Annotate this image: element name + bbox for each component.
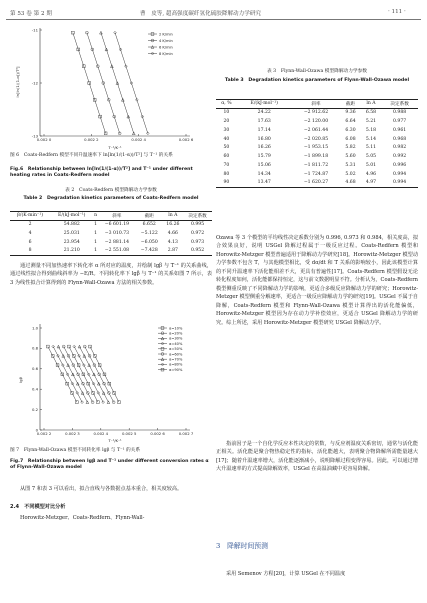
figure-6-caption-cn: 图 6 Coats-Redfern 模型不同升温速率下 ln[ln(1/(1-α))/T²] 与 T⁻¹ 的关系	[10, 153, 173, 158]
legend-label: 2 K/min	[159, 32, 173, 37]
series-line	[73, 33, 106, 134]
table-cell: 4.68	[345, 180, 356, 186]
table-cell: 15.79	[257, 154, 271, 160]
table-row	[216, 143, 418, 152]
table-cell: 0.988	[393, 110, 407, 116]
table-cell: 5.21	[365, 118, 377, 124]
table-cell: 0.972	[191, 230, 205, 236]
table-cell: 16.80	[257, 136, 271, 142]
x-tick-label: 0.002 3	[65, 431, 80, 436]
table-header-cell: 斜率	[311, 101, 321, 107]
header-rule	[6, 19, 421, 20]
series-line	[115, 33, 148, 134]
table-cell: 0.994	[393, 171, 407, 177]
table-cell: 0.992	[393, 154, 407, 160]
table-cell: 5.60	[345, 154, 356, 160]
legend-label: α=80%	[169, 362, 183, 367]
y-tick-label: 0.8	[31, 345, 38, 351]
table-cell: 40	[223, 136, 230, 142]
table-cell: 80	[223, 171, 230, 177]
table-cell: 0.982	[393, 145, 407, 151]
y-tick-label: 0	[35, 427, 38, 433]
table-row	[10, 229, 212, 238]
data-point	[102, 401, 105, 404]
table-header-cell: ln A	[168, 213, 178, 219]
table-cell: 6.64	[345, 118, 356, 124]
table-cell: −2 551.08	[104, 248, 130, 254]
table-header-cell: ln A	[366, 101, 376, 107]
table-row	[216, 126, 418, 135]
table-cell: 9.36	[345, 110, 356, 116]
table-cell: −2 020.85	[303, 136, 329, 142]
table-cell: −6.050	[140, 239, 158, 245]
series-line	[87, 33, 120, 134]
data-point	[112, 401, 115, 404]
table-cell: 0.995	[191, 222, 205, 228]
table-cell: 14.34	[257, 171, 271, 177]
running-header-left: 第 53 卷 第 2 期	[10, 11, 52, 17]
table-cell: 4.13	[167, 239, 178, 245]
table-cell: 20	[223, 118, 230, 124]
table-cell: 6	[28, 239, 32, 245]
section-2-4-heading: 2.4 不同模型对比分析	[10, 504, 66, 510]
right-paragraph-3: 采用 Semenov 方程[20]，计算 USGel 在不同温度	[226, 571, 346, 577]
table-cell: −1 953.15	[303, 145, 329, 151]
table-cell: 6.30	[345, 127, 356, 133]
table-cell: 5.14	[365, 136, 377, 142]
table-header-row	[216, 100, 418, 109]
table-header-cell: n	[94, 213, 98, 219]
table-cell: 25.031	[63, 230, 80, 236]
left-paragraph-1: 通过测量不同加热速率下转化率 α 所对应的温度，并绘制 lgβ 与 T⁻¹ 的关系曲线，通过线性拟合得到曲线斜率为 −E/R。不同转化率下 lgβ 与 T⁻¹ 的关系如图 7 所示，表 3 为线性拟合计算得到的 Flynn-Wall-Ozawa 方法的相关参数。	[10, 263, 212, 286]
section-3-heading: 3 降解时间预测	[216, 542, 268, 550]
table-cell: 0.961	[393, 127, 407, 133]
table-row	[216, 135, 418, 144]
x-tick-label: 0.002 6	[150, 431, 165, 436]
table-cell: 1	[94, 230, 98, 236]
table-cell: 5.01	[365, 162, 377, 168]
x-tick-label: 0.002 6	[178, 137, 194, 142]
running-header-center: 曹 皮等, 超高强度碳纤氢化硫胶降解动力学研究	[140, 11, 262, 17]
table-row	[10, 238, 212, 247]
table-cell: 90	[223, 180, 230, 186]
table-cell: 23.954	[63, 239, 80, 245]
table-2-title-cn: 表 2 Coats-Redfern 模型降解动力学参数	[65, 188, 157, 193]
left-paragraph-2: 从图 7 和表 3 可以看出，拟合直线与各数据点基本重合，相关度较高。	[20, 486, 183, 492]
x-tick-label: 0.002 2	[36, 431, 52, 436]
right-paragraph-2: 指前因子是一个自化学反应本性决定的常数，与反应剂温度关系密切，通常与活化能正相关。活化能是聚合物热稳定性的指标，活化能越大，表明聚合物降解所需能量越大[17]；随着升温速率增大，活化能逐渐减小，说明降解过程变得容易。因此，可以通过增大升温速率的方式提高降解效率，USGel 在高温油藏中更容易降解。	[216, 441, 418, 473]
x-tick-label: 0.002 0	[36, 137, 52, 142]
fig6-xlabel: T⁻¹/K⁻¹	[108, 145, 122, 150]
legend-label: α=20%	[169, 331, 183, 336]
table-3	[216, 99, 418, 188]
table-cell: 5.05	[365, 154, 377, 160]
table-cell: 50	[223, 145, 230, 151]
table-cell: −5.122	[140, 230, 158, 236]
x-tick-label: 0.002 4	[93, 431, 109, 436]
right-paragraph-1: Ozawa 等 3 个模型的平均线性决定系数分别为 0.996, 0.973 和 0.984，相关度高，拟合效果良好，说明 USGel 降解过程属于一级反应过程。Coats-Redfern 模型和 Horowitz-Metzger 模型普遍适用于降解动力学研究[18]。Horowitz-Metzger 模型动力学参数不包含 T，与其他模型相比，受 dα/dt 和 T 关系的影响较小，因此该模型计算的不同升温速率下活化能相差不大，更具有普遍性[17]。Coats-Redfern 模型假设无论转化程度如何，活化能都保持恒定，这与前文数据明显不符。分析认为，Coats-Redfern 模型侧重反映了不同降解动力学的影响，更适合多级反应降解动力学的研究；Horowitz-Metzger 模型侧重分解速率，更适合一级反应降解动力学的研究[19]。USGel 不属于自降解，Coats-Redfern 模型和 Flynn-Wall-Ozawa 模型计算得出的活化能偏低，Horowitz-Metzger 模型因为存在动力学补偿效应，更适合 USGel 降解动力学的研究。综上所述，采用 Horowitz-Metzger 模型研究 USGel 降解动力学。	[216, 235, 418, 326]
table-cell: 5.18	[365, 127, 377, 133]
table-cell: −6 601.19	[104, 222, 130, 228]
table-cell: 8	[28, 248, 32, 254]
x-tick-label: 0.002 7	[178, 431, 194, 436]
table-row	[216, 152, 418, 161]
table-cell: 6.08	[345, 136, 356, 142]
table-row	[10, 220, 212, 229]
table-header-cell: 决定系数	[390, 101, 409, 107]
table-row	[216, 108, 418, 117]
table-header-cell: E/(kJ·mol⁻¹)	[250, 101, 278, 107]
table-header-cell: β/(K·min⁻¹)	[17, 213, 43, 219]
table-cell: −2 120.00	[303, 118, 329, 124]
y-tick-label: -12	[31, 80, 38, 86]
table-cell: −1 620.27	[303, 180, 329, 186]
x-tick-label: 0.002 2	[84, 137, 99, 142]
y-tick-label: 0.2	[31, 406, 38, 412]
left-paragraph-3: Horowitz-Metzger、Coats-Redfern、Flynn-Wall-	[20, 515, 145, 521]
table-header-cell: 斜率	[112, 213, 122, 219]
legend-label: α=70%	[169, 357, 183, 362]
legend-label: α=50%	[169, 347, 183, 352]
y-tick-label: -11	[31, 27, 38, 33]
legend-label: α=30%	[169, 336, 183, 341]
table-2	[10, 211, 212, 256]
data-point	[91, 401, 94, 404]
figure-7-chart	[10, 320, 210, 445]
table-row	[216, 117, 418, 126]
data-point	[75, 401, 78, 404]
table-cell: 4.66	[167, 230, 178, 236]
table-cell: 4	[28, 230, 32, 236]
table-cell: 0.994	[393, 180, 407, 186]
data-point	[132, 132, 135, 135]
data-point	[86, 401, 89, 404]
table-header-cell: 截距	[144, 213, 154, 219]
table-cell: 1	[94, 239, 98, 245]
table-cell: 0.968	[393, 136, 407, 142]
x-tick-label: 0.002 5	[121, 431, 137, 436]
table-header-cell: E/(kJ·mol⁻¹)	[58, 213, 86, 219]
legend-label: α=60%	[169, 352, 183, 357]
table-cell: 70	[223, 162, 230, 168]
data-point	[96, 401, 99, 404]
figure-6-chart	[10, 22, 210, 152]
table-cell: 5.02	[345, 171, 356, 177]
figure-7-caption-en: Fig.7 Relationship between lgβ and T⁻¹ under different conversion rates α of Flynn-Wall-Ozawa model	[10, 459, 209, 471]
table-cell: 10	[223, 110, 230, 116]
table-header-cell: α, %	[221, 101, 232, 107]
x-tick-label: 0.002 4	[131, 137, 146, 142]
table-cell: 1	[94, 222, 98, 228]
table-row	[216, 161, 418, 170]
table-row	[10, 247, 212, 256]
y-tick-label: -13	[31, 133, 38, 139]
data-point	[146, 132, 149, 135]
table-2-title-en: Table 2 Degradation kinetics parameters of Coats-Redfern model	[23, 196, 199, 201]
table-cell: 54.882	[63, 222, 80, 228]
table-header-row	[10, 212, 212, 221]
table-cell: 17.14	[257, 127, 271, 133]
table-row	[216, 170, 418, 179]
table-cell: 1	[94, 248, 98, 254]
table-cell: 16.26	[257, 145, 271, 151]
data-point	[118, 132, 121, 135]
table-3-title-en: Table 3 Degradation kinetics parameters of Flynn-Wall-Ozawa model	[224, 78, 410, 83]
table-header-cell: 决定系数	[188, 213, 207, 219]
table-cell: 60	[223, 154, 230, 160]
table-cell: 0.996	[393, 162, 407, 168]
legend-label: 8 K/min	[159, 51, 173, 56]
table-cell: 17.63	[257, 118, 271, 124]
table-cell: 4.97	[365, 180, 377, 186]
legend-label: 6 K/min	[159, 45, 173, 50]
figure-7-caption-cn: 图 7 Flynn-Wall-Ozawa 模型不同转化率 lgβ 与 T⁻¹ 的关系	[10, 448, 141, 453]
table-cell: −1 899.18	[303, 154, 329, 160]
table-cell: 5.11	[365, 145, 377, 151]
table-cell: 6.652	[142, 222, 156, 228]
table-cell: −2 912.62	[303, 110, 329, 116]
table-cell: −1 811.72	[303, 162, 329, 168]
page-number: · 111 ·	[388, 9, 406, 15]
y-tick-label: 0.4	[31, 386, 38, 392]
table-cell: 5.31	[345, 162, 356, 168]
table-cell: −1 724.87	[303, 171, 329, 177]
legend-label: 4 K/min	[159, 38, 173, 43]
y-tick-label: 0.6	[31, 366, 38, 372]
table-row	[216, 179, 418, 188]
data-point	[118, 401, 121, 404]
table-cell: 0.952	[191, 248, 205, 254]
table-3-title-cn: 表 3 Flynn-Wall-Ozawa 模型降解动力学参数	[267, 69, 367, 74]
table-cell: 4.96	[365, 171, 377, 177]
table-cell: 2.87	[167, 248, 178, 254]
table-cell: 6.58	[365, 110, 377, 116]
fig7-ylabel: lgβ	[18, 377, 23, 383]
table-cell: 5.82	[345, 145, 356, 151]
data-point	[81, 401, 84, 404]
fig6-ylabel: ln[ln(1/(1-α))/T²]	[15, 66, 20, 98]
table-cell: −2 061.44	[303, 127, 329, 133]
table-cell: 16.26	[166, 222, 180, 228]
series-line	[101, 33, 134, 134]
fig7-xlabel: T⁻¹/K⁻¹	[108, 438, 122, 443]
table-cell: −7.428	[140, 248, 158, 254]
legend-label: α=10%	[169, 326, 183, 331]
table-cell: 0.973	[191, 239, 205, 245]
table-cell: 2	[28, 222, 32, 228]
table-header-cell: 截距	[345, 101, 356, 107]
legend-label: α=90%	[169, 367, 183, 372]
data-point	[104, 132, 107, 135]
y-tick-label: 1.0	[31, 325, 38, 331]
table-cell: −2 881.14	[104, 239, 130, 245]
table-cell: 0.977	[393, 118, 407, 124]
series-line	[58, 347, 87, 403]
table-cell: 24.22	[257, 110, 271, 116]
table-cell: −3 010.73	[104, 230, 130, 236]
table-cell: 21.210	[63, 248, 80, 254]
table-cell: 13.47	[257, 180, 271, 186]
table-cell: 30	[223, 127, 230, 133]
legend-label: α=40%	[169, 341, 183, 346]
data-point	[107, 401, 110, 404]
table-cell: 15.06	[257, 162, 271, 168]
figure-6-caption-en: Fig.6 Relationship between ln[ln(1/(1-α))/T²] and T⁻¹ under different heating rates in Coats-Redfern model	[10, 167, 193, 179]
